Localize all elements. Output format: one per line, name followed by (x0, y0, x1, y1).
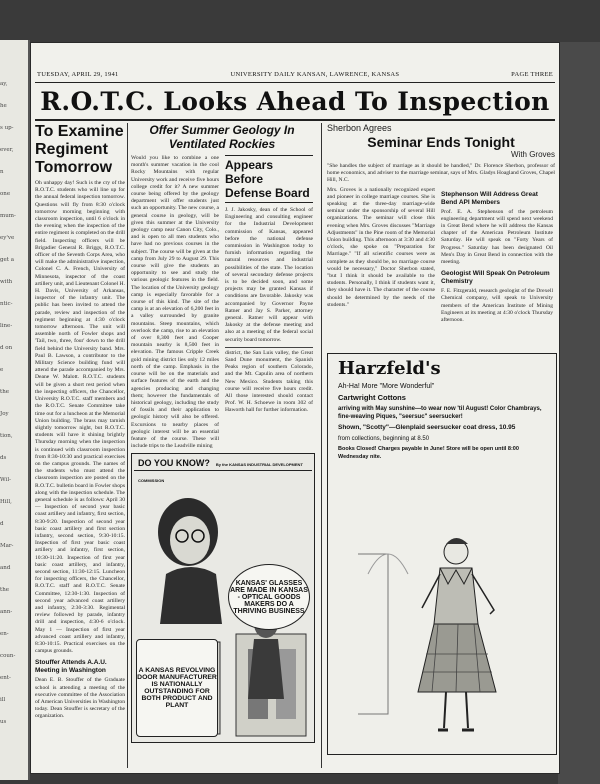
stouffer-headline: Stouffer Attends A.A.U. Meeting in Washington (35, 659, 107, 675)
ad-tagline: Ah-Ha! More "More Wonderful" (338, 383, 435, 390)
defense-headline: Appears Before Defense Board (225, 155, 313, 203)
stephenson-story: Prof. E. A. Stephenson of the petroleum engineering department will spend next weekend in Great Bend where he will address the Kansas chapter of the American Petroleum Institute Saturday. He will speak on "Forty Years of Progress." Saturday has been designated Oil Men's Day in Great Bend in connection with the meeting. (441, 208, 553, 266)
ad-store-notice: Books Closed! Charges payable in June! Store will be open until 8:00 Wednesday nite. (338, 446, 519, 460)
folio-date: TUESDAY, APRIL 29, 1941 (37, 71, 119, 78)
rotc-story: Oh unhappy day! Such is the cry of the R.O.T.C. students who will line up for the annual federal inspection tomorrow. Questions will fly from 8:30 o'clock tomorrow morning beginning with classroom inspection, until 6 o'clock in the evening when the inspection of the entire regiment is completed on the drill field. Inspecting officers will be Brigadier General R. Briggs, R.O.T.C. officer of the Seventh Corps Area, who will make the administrative inspection, Colonel C. A. French, University of Minnesota, inspector of the coast artillery unit, and Lieutenant Colonel H. H. Davis, University of Arkansas, inspector of the infantry unit. The public has been invited to attend the parade, review and inspection of the regiment beginning at 4:30 o'clock tomorrow afternoon. The unit will assemble north of Fowler shops and 'Tail, two, three, four' down to the drill field behind the University band. Mrs. Paul B. Lawson, a contributor to the Military Science building fund will attend the parade accompanied by Mrs. Deane W. Malott. R.O.T.C. students will be given a short rest period when the inspecting officers, the Chancellor, University R.O.T.C. staff members and the R.O.T.C. Senate Committee take time out for a luncheon at the Memorial Union building. The brass may tarnish slightly tomorrow night, but R.O.T.C. students will have it shining brightly Thursday morning when the inspection is continued with classroom inspection from 8:30-10:30 and practical exercises on the campus grounds. The names of the students who must attend the classroom inspection are posted on the R.O.T.C. bulletin board in Fowler shops along with the inspection schedule. The general schedule is as follows: April 30 — Inspection of second year basic coast artillery and infantry, first section, 8:30-9:20. Inspection of second year basic coast artillery and first section infantry, second section, 9:30-10:15. Inspection of first year basic coast artillery and infantry, first section, 10:30-11:20. Inspection of first year basic coast artillery, and infantry, second section, 11:30-12:15. Luncheon for inspecting officers, the Chancellor, R.O.T.C. staff and R.O.T.C. Senate Committee, 12:30-1:30. Inspection of second year advanced coast artillery and infantry, 2:30-3:30. Regimental review followed by parade, infantry drill and inspection, 4:30-6 o'clock. May 1 — Inspection of first year advanced coast artillery and infantry, 8:30-10:15. Practical exercises on the campus grounds. (35, 180, 125, 655)
adjacent-page-text-fragment: the (0, 587, 10, 593)
folio-paper-name: UNIVERSITY DAILY KANSAN, LAWRENCE, KANSAS (230, 71, 400, 78)
seminar-lede: "She handles the subject of marriage as it should be handled," Dr. Florence Sherbon, professor of home economics, and adviser to the marriage seminar, says of Mrs. Gladys Hoagland Groves, Chapel Hill, N.C. (327, 163, 555, 184)
adjacent-page-text-fragment: Joy (0, 411, 9, 417)
adjacent-page-text-fragment: ann- (0, 609, 13, 615)
adjacent-page-text-fragment: ent- (0, 675, 11, 681)
adjacent-page-text-fragment: ill (0, 697, 6, 703)
do-you-know-feature (131, 453, 315, 743)
adjacent-page-text-fragment: get a (0, 257, 15, 263)
fitzgerald-story: F. E. Fitzgerald, research geologist of the Drexell Chemical company, will speak to University members of the American Institute of Mining Engineers at its meeting at 4:30 o'clock Thursday afternoon. (441, 288, 553, 324)
scanner-background (558, 42, 600, 784)
adjacent-page-text-fragment: d (0, 521, 4, 527)
harzfelds-advertisement (327, 353, 557, 755)
adjacent-page-text-fragment: Mar- (0, 543, 14, 549)
geology-story: Would you like to combine a one month's summer vacation in the cool Rocky Mountains with regular University work and receive five hours college credit for it? A new summer course being offered by the geology department will offer students just such an opportunity. The new course, a general course in geology, will be given this summer at the University geology camp near Canon City, Colo., and is open to all men students who have had no previous courses in the subject. The course will be given at the camp from July 29 to August 29. This course will give the students an opportunity to see and study the various geologic features in the field. The location of the University geology camp is especially favorable for a course of this kind. The site of the camp is at an elevation of 6,200 feet in a valley surrounded by granite mountains. Steep mountains, which overlook the camp, rise to an elevation of over 8,300 feet and Cooper mountain nearby is 8,500 feet in elevation. The famous Cripple Creek gold mining district lies only 12 miles north of the camp. Emphasis in the course will be on the materials and surface features of the earth and the agencies producing and changing them; however the fundamentals of historical geology, including the study of fossils and their application to geologic history will also be offered. Excursions to nearby places of geologic interest will be an essential feature of the course. These will include trips to the Leadville mining (131, 155, 219, 449)
adjacent-page-text-fragment: ever, (0, 147, 14, 153)
adjacent-page-strip (0, 40, 30, 780)
adjacent-page-text-fragment: line- (0, 323, 13, 329)
adjacent-page-text-fragment: ay, (0, 81, 8, 87)
seminar-headline: Seminar Ends Tonight (367, 134, 515, 150)
folio-line (37, 71, 553, 81)
adjacent-page-text-fragment: Hill, (0, 499, 12, 505)
main-headline: R.O.T.C. Looks Ahead To Inspection (40, 87, 550, 116)
adjacent-page-text-fragment: coun- (0, 653, 16, 659)
fitzgerald-headline: Geologist Will Speak On Petroleum Chemistry (441, 270, 550, 286)
adjacent-page-text-fragment: ntic- (0, 301, 13, 307)
adjacent-page-text-fragment: he (0, 103, 7, 109)
adjacent-page-text-fragment: and (0, 565, 11, 571)
column-rotc (35, 123, 125, 768)
adjacent-page-text-fragment: ey've (0, 235, 15, 241)
folio-page-number: PAGE THREE (511, 71, 553, 78)
defense-story: J. J. Jakosky, dean of the School of Engineering and consulting engineer for the Industrial Development commission of Kansas, appeared before the national defense commission in Washington today to furnish information regarding the natural resources and industrial possibilities of the state. The location of several secondary defense projects is to be decided soon, and some projects may be granted Kansas if conditions are favorable. Jakosky was accompanied by Governor Payne Ratner and Jay S. Parker, attorney general. Ratner will appear with Jakosky at the defense meeting and also at a meeting of the federal social security board tomorrow. (225, 207, 313, 343)
adjacent-page-text-fragment: us (0, 719, 7, 725)
adjacent-page-text-fragment: n (0, 169, 4, 175)
column-divider (127, 123, 128, 768)
adjacent-page-text-fragment: d on (0, 345, 13, 351)
ad-product-line: Cartwright Cottons (338, 393, 406, 402)
revolving-door-caption: A KANSAS REVOLVING DOOR MANUFACTURER IS NATIONALLY OUTSTANDING FOR BOTH PRODUCT AND PLANT (136, 639, 218, 737)
glasses-caption: KANSAS' GLASSES ARE MADE IN KANSAS - OPTICAL GOODS MAKERS DO A THRIVING BUSINESS (228, 564, 310, 630)
column-seminar (327, 123, 555, 351)
column-geology (131, 123, 313, 449)
newspaper-page (30, 42, 560, 774)
adjacent-page-text-fragment: one (0, 191, 11, 197)
geology-headline: Offer Summer Geology In Ventilated Rockies (149, 123, 295, 151)
adjacent-page-text-fragment: ds (0, 455, 7, 461)
adjacent-page-text-fragment: e (0, 367, 4, 373)
headline-rule (35, 119, 555, 121)
adjacent-page-text-fragment: tion, (0, 433, 13, 439)
folio-rule (35, 82, 555, 83)
geology-story-continued: district, the San Luis valley, the Great Sand Dune monument, the Spanish Peaks region of southern Colorado, and the Mt. Capulin area of northern New Mexico. Students taking this course will receive five hours credit. All those interested should contact Prof. W. H. Schoewe in room 302 of Haworth hall for further information. (225, 347, 313, 415)
adjacent-page-text-fragment: the (0, 389, 10, 395)
stouffer-story: Dean E. B. Stouffer of the Graduate school is attending a meeting of the executive committee of the Association of American Universities in Washington today. Dean Stouffer is secretary of the organization. (35, 677, 125, 720)
ad-featured-item: Shown, "Scotty"—Glenplaid seersucker coat dress, 10.95 (338, 424, 516, 431)
seminar-story: Mrs. Groves is a nationally recognized expert and pioneer in college marriage courses. She is speaking at the three-day marriage-wide seminar under the sponsorship of several Hill organizations. The seminar will close this evening when Mrs. Groves discusses "Marriage Adjustments" in the Pine room of the Memorial Union building. This afternoon at 3:30 and 4:30 o'clock, she spoke on "Preparation for Marriage." "If all scientific courses were as complete as they should be, no marriage course would be necessary," Doctor Sherbon stated, "but I think it should be available to the students. Personally, I think if students want it, they should have it. The character of the course should be determined by the needs of the students." (327, 186, 435, 308)
column-divider (321, 123, 322, 768)
adjacent-page-text-fragment: s up- (0, 125, 14, 131)
adjacent-page-text-fragment: mum- (0, 213, 16, 219)
do-you-know-title: DO YOU KNOW? By the KANSAS INDUSTRIAL DEVELOPMENT COMMISSION (134, 456, 312, 471)
ad-price-range: from collections, beginning at 8.50 (338, 436, 430, 442)
fashion-illustration (348, 514, 538, 746)
adjacent-page-text-fragment: with (0, 279, 13, 285)
adjacent-page-text-fragment: Wil- (0, 477, 11, 483)
seminar-kicker: Sherbon Agrees (327, 123, 392, 133)
harzfelds-logo: Harzfeld's (338, 358, 441, 379)
stephenson-headline: Stephenson Will Address Great Bend API Members (441, 190, 538, 206)
adjacent-page-text-fragment: en- (0, 631, 9, 637)
rotc-headline: To Examine Regiment Tomorrow (35, 123, 124, 176)
seminar-deck: With Groves (510, 150, 555, 159)
ad-copy: arriving with May sunshine—to wear now 'til August! Color Chambrays, fine-weaving Piques, "seersuc" seersucker! (338, 406, 542, 420)
